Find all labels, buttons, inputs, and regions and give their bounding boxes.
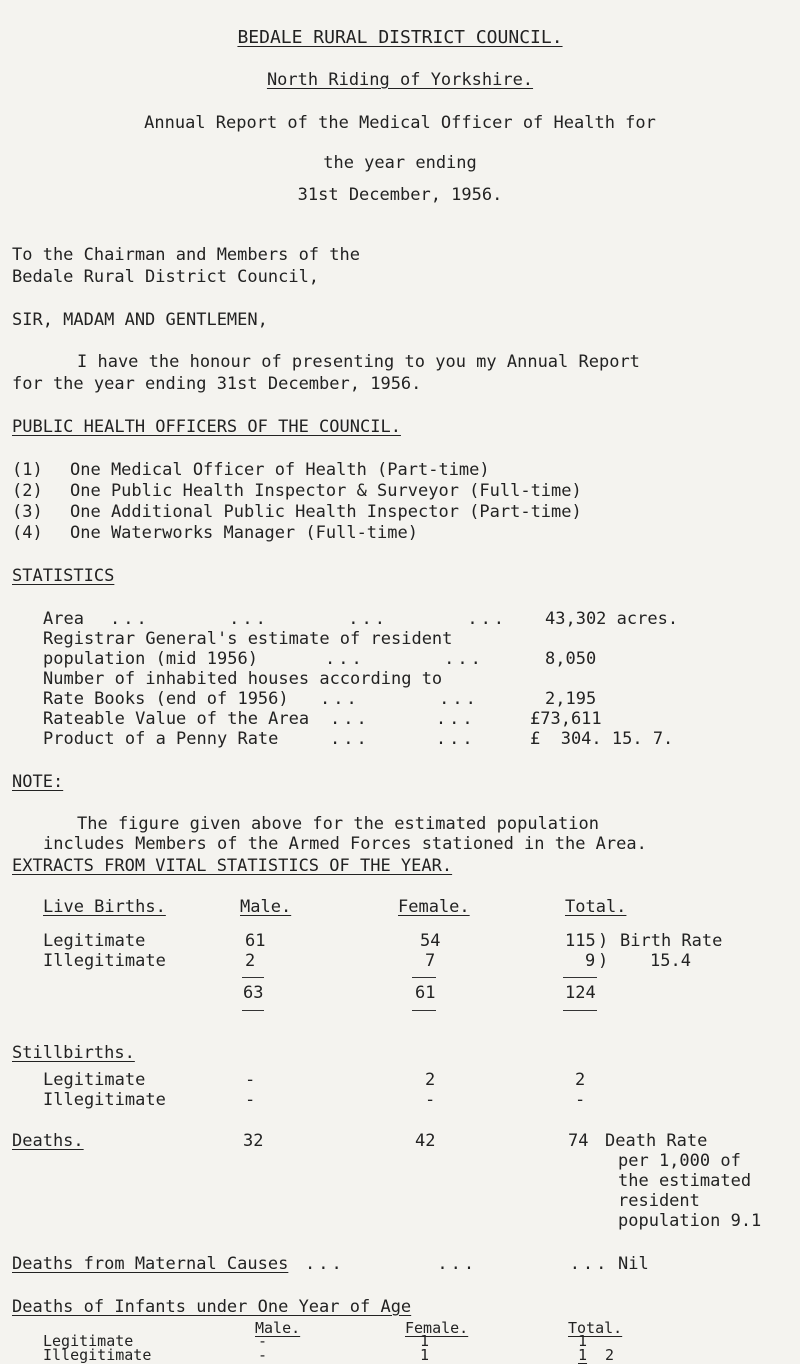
sum-rule <box>563 1010 597 1011</box>
council-title: BEDALE RURAL DISTRICT COUNCIL. <box>237 27 563 48</box>
officer-item-2: One Public Health Inspector & Surveyor (Full-time) <box>70 481 582 501</box>
leader-dots: ... ... <box>330 729 476 749</box>
death-rate-line3: the estimated <box>618 1171 752 1191</box>
rateable-label: Rateable Value of the Area <box>43 709 310 729</box>
col-total: Total. <box>565 897 627 917</box>
inf-legit-female: 1 <box>420 1332 430 1350</box>
illegit-female: 7 <box>425 951 436 971</box>
illegit-male: 2 <box>245 951 256 971</box>
still-legit-male: - <box>245 1070 256 1090</box>
report-title-line3: 31st December, 1956. <box>297 185 503 205</box>
inf-illegit-label: Illegitimate <box>43 1346 152 1364</box>
inf-legit-label: Legitimate <box>43 1332 134 1350</box>
brace-top: ) <box>598 931 609 951</box>
leader-dots: ... ... ... <box>305 1254 610 1274</box>
salutation: SIR, MADAM AND GENTLEMEN, <box>12 310 268 330</box>
officer-item-1: One Medical Officer of Health (Part-time) <box>70 460 490 480</box>
death-rate-line1: Death Rate <box>605 1131 708 1151</box>
col-male: Male. <box>240 897 292 917</box>
legit-female: 54 <box>420 931 441 951</box>
leader-dots: ... ... ... ... <box>110 609 508 629</box>
deaths-total: 74 <box>568 1131 589 1151</box>
officer-item-3: One Additional Public Health Inspector (Part-time) <box>70 502 582 522</box>
note-text-line1: The figure given above for the estimated population <box>77 814 599 834</box>
illegit-label: Illegitimate <box>43 951 166 971</box>
sum-male: 63 <box>243 983 264 1003</box>
still-legit-total: 2 <box>575 1070 586 1090</box>
leader-dots: ... ... <box>330 709 476 729</box>
inf-col-female: Female. <box>405 1319 469 1337</box>
maternal-value: Nil <box>618 1254 649 1274</box>
rateable-value: £73,611 <box>530 709 602 729</box>
still-legit-label: Legitimate <box>43 1070 146 1090</box>
infant-deaths-heading: Deaths of Infants under One Year of Age <box>12 1297 412 1317</box>
statistics-heading: STATISTICS <box>12 566 115 586</box>
addressee-line1: To the Chairman and Members of the <box>12 245 360 265</box>
officer-num-2: (2) <box>12 481 43 501</box>
note-text-line2: includes Members of the Armed Forces stationed in the Area. <box>43 834 647 854</box>
brace-bottom: ) <box>598 951 609 971</box>
inf-col-total: Total. <box>568 1319 623 1337</box>
intro-line1: I have the honour of presenting to you my Annual Report <box>77 352 640 372</box>
inf-col-male: Male. <box>255 1319 301 1337</box>
maternal-label: Deaths from Maternal Causes <box>12 1254 289 1274</box>
officer-item-4: One Waterworks Manager (Full-time) <box>70 523 418 543</box>
legit-total: 115 <box>565 931 596 951</box>
still-illegit-total: - <box>575 1090 586 1110</box>
houses-value: 2,195 <box>545 689 597 709</box>
death-rate-line5: population 9.1 <box>618 1211 762 1231</box>
population-label-line1: Registrar General's estimate of resident <box>43 629 453 649</box>
illegit-total: 9 <box>585 951 596 971</box>
sum-rule <box>242 1010 264 1011</box>
still-illegit-label: Illegitimate <box>43 1090 166 1110</box>
houses-label-line2: Rate Books (end of 1956) <box>43 689 289 709</box>
inf-sum-total: 2 <box>605 1346 615 1364</box>
legit-label: Legitimate <box>43 931 146 951</box>
addressee-line2: Bedale Rural District Council, <box>12 267 320 287</box>
col-female: Female. <box>398 897 470 917</box>
inf-illegit-total: 1 <box>578 1346 588 1364</box>
sum-total: 124 <box>565 983 596 1003</box>
still-legit-female: 2 <box>425 1070 436 1090</box>
deaths-male: 32 <box>243 1131 264 1151</box>
officer-num-3: (3) <box>12 502 43 522</box>
officer-num-1: (1) <box>12 460 43 480</box>
inf-illegit-female: 1 <box>420 1346 430 1364</box>
population-label-line2: population (mid 1956) <box>43 649 258 669</box>
population-value: 8,050 <box>545 649 597 669</box>
area-label: Area <box>43 609 84 629</box>
leader-dots: ... ... <box>320 689 479 709</box>
sum-rule <box>563 977 597 978</box>
report-title-line2: the year ending <box>323 153 477 173</box>
area-value: 43,302 acres. <box>545 609 679 629</box>
report-title-line1: Annual Report of the Medical Officer of Health for <box>144 113 656 133</box>
legit-male: 61 <box>245 931 266 951</box>
still-illegit-male: - <box>245 1090 256 1110</box>
penny-value: £ 304. 15. 7. <box>530 729 674 749</box>
inf-legit-total: 1 <box>578 1332 588 1350</box>
inf-illegit-male: - <box>258 1346 268 1364</box>
deaths-label: Deaths. <box>12 1131 84 1151</box>
live-births-heading: Live Births. <box>43 897 166 917</box>
officers-heading: PUBLIC HEALTH OFFICERS OF THE COUNCIL. <box>12 417 401 437</box>
inf-legit-male: - <box>258 1332 268 1350</box>
sum-rule <box>412 1010 436 1011</box>
death-rate-line4: resident <box>618 1191 700 1211</box>
death-rate-line2: per 1,000 of <box>618 1151 741 1171</box>
houses-label-line1: Number of inhabited houses according to <box>43 669 443 689</box>
deaths-female: 42 <box>415 1131 436 1151</box>
sum-rule <box>412 977 436 978</box>
still-illegit-female: - <box>425 1090 436 1110</box>
riding-title: North Riding of Yorkshire. <box>266 70 534 90</box>
penny-label: Product of a Penny Rate <box>43 729 279 749</box>
intro-line2: for the year ending 31st December, 1956. <box>12 374 422 394</box>
birth-rate-label: Birth Rate <box>620 931 723 951</box>
stillbirths-heading: Stillbirths. <box>12 1043 135 1063</box>
note-heading: NOTE: <box>12 772 64 792</box>
birth-rate-value: 15.4 <box>650 951 691 971</box>
officer-num-4: (4) <box>12 523 43 543</box>
sum-female: 61 <box>415 983 436 1003</box>
vital-heading: EXTRACTS FROM VITAL STATISTICS OF THE YEAR. <box>12 856 453 876</box>
sum-rule <box>242 977 264 978</box>
leader-dots: ... ... <box>325 649 484 669</box>
